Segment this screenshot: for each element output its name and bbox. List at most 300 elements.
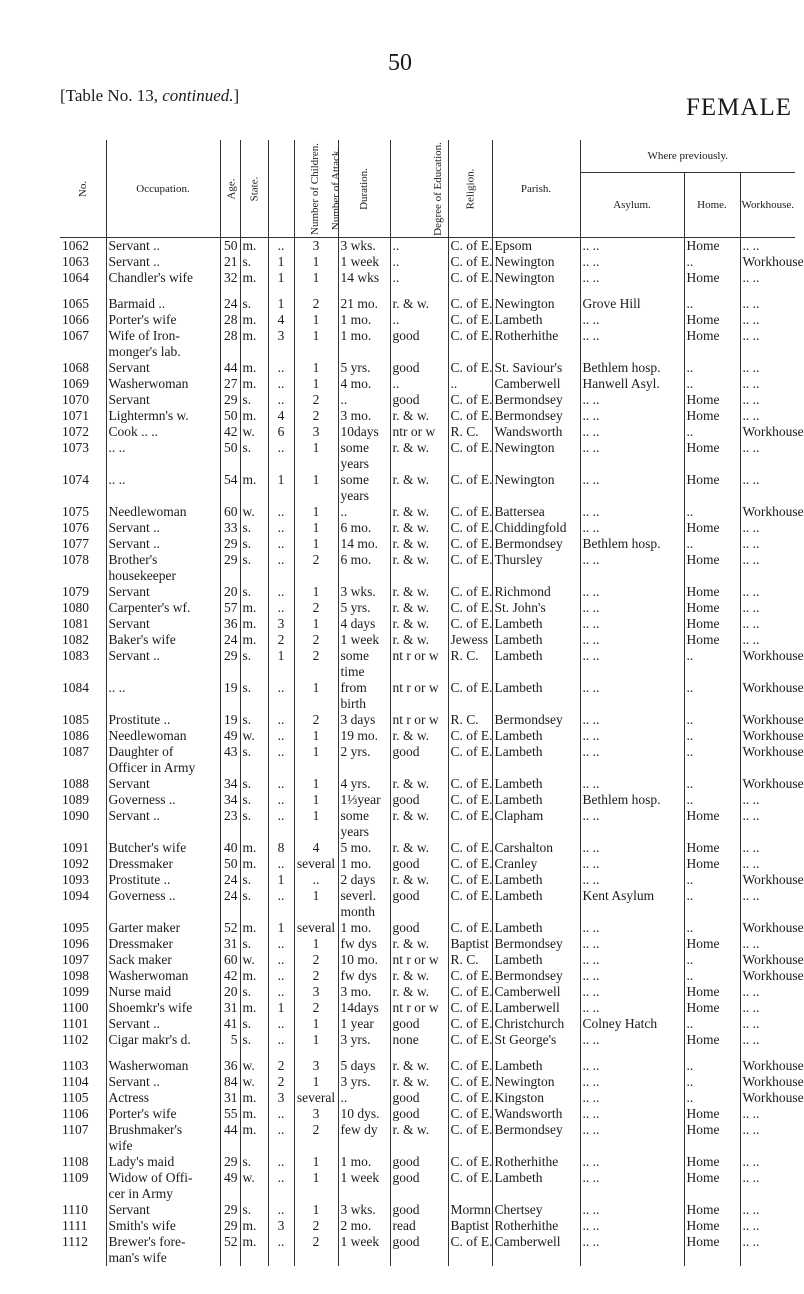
cell-duration: severl. <box>338 888 390 904</box>
cell-duration: 10 mo. <box>338 952 390 968</box>
table-row <box>60 872 795 888</box>
table-row <box>60 1122 795 1138</box>
cell-no: 1068 <box>60 360 106 376</box>
cell-workhouse: .. .. <box>742 408 760 423</box>
cell-attack: 1 <box>294 616 338 632</box>
cell-duration: .. <box>338 504 390 520</box>
cell-religion: C. of E. <box>448 1170 492 1186</box>
cell-home: Home <box>684 520 740 536</box>
cell-education: r. & w. <box>390 1074 448 1090</box>
cell-parish: St George's <box>492 1032 580 1048</box>
cell-state: m. <box>240 840 268 856</box>
cell-duration: 2 mo. <box>338 1218 390 1234</box>
cell-religion: C. of E. <box>448 920 492 936</box>
cell-state <box>240 344 268 360</box>
cell-asylum: Bethlem hosp. <box>580 792 684 808</box>
table-row <box>60 1154 795 1170</box>
cell-asylum: .. .. <box>580 1032 684 1048</box>
cell-religion: Baptist <box>448 936 492 952</box>
cell-parish: Bermondsey <box>492 392 580 408</box>
cell-age: 43 <box>220 744 240 760</box>
cell-religion: C. of E. <box>448 792 492 808</box>
cell-attack <box>294 904 338 920</box>
table-row <box>60 344 795 360</box>
cell-home: Home <box>684 1202 740 1218</box>
cell-children: .. <box>268 856 294 872</box>
cell-education: r. & w. <box>390 1058 448 1074</box>
cell-occupation: Prostitute .. <box>106 872 220 888</box>
cell-duration: 1 mo. <box>338 328 390 344</box>
cell-education: good <box>390 1234 448 1250</box>
cell-children <box>268 664 294 680</box>
cell-attack: 1 <box>294 744 338 760</box>
cell-age <box>220 664 240 680</box>
cell-occupation: Butcher's wife <box>106 840 220 856</box>
spacer-row <box>60 286 795 296</box>
col-header-occupation: Occupation. <box>106 140 220 238</box>
cell-occupation: housekeeper <box>106 568 220 584</box>
cell-workhouse: Workhouse <box>742 424 804 439</box>
cell-occupation: Servant <box>106 616 220 632</box>
cell-occupation: Porter's wife <box>106 312 220 328</box>
cell-education: good <box>390 856 448 872</box>
table-row <box>60 952 795 968</box>
cell-education: good <box>390 792 448 808</box>
cell-attack <box>294 696 338 712</box>
cell-duration: some <box>338 472 390 488</box>
cell-parish: Lambeth <box>492 952 580 968</box>
cell-asylum: .. .. <box>580 504 684 520</box>
cell-age: 32 <box>220 270 240 286</box>
cell-duration: some <box>338 808 390 824</box>
cell-duration: 3 mo. <box>338 984 390 1000</box>
cell-asylum <box>580 664 684 680</box>
cell-parish: Lambeth <box>492 1058 580 1074</box>
cell-occupation: .. .. <box>106 472 220 488</box>
cell-occupation: Needlewoman <box>106 504 220 520</box>
cell-home: Home <box>684 1106 740 1122</box>
cell-home <box>684 488 740 504</box>
cell-occupation: Governess .. <box>106 792 220 808</box>
cell-religion <box>448 760 492 776</box>
cell-parish: Lambeth <box>492 728 580 744</box>
cell-workhouse <box>740 1138 795 1154</box>
cell-duration: 4 days <box>338 616 390 632</box>
cell-children: 4 <box>268 408 294 424</box>
cell-no: 1087 <box>60 744 106 760</box>
cell-attack <box>294 488 338 504</box>
table-row <box>60 520 795 536</box>
cell-occupation: Servant .. <box>106 808 220 824</box>
cell-attack <box>294 1138 338 1154</box>
cell-age: 29 <box>220 536 240 552</box>
cell-asylum: .. .. <box>580 840 684 856</box>
cell-workhouse: .. .. <box>742 856 760 871</box>
cell-asylum: .. .. <box>580 968 684 984</box>
table-row <box>60 856 795 872</box>
cell-religion: C. of E. <box>448 680 492 696</box>
spacer-cell <box>390 286 448 296</box>
cell-no: 1083 <box>60 648 106 664</box>
cell-occupation: Servant <box>106 392 220 408</box>
cell-state: s. <box>240 888 268 904</box>
cell-religion: C. of E. <box>448 328 492 344</box>
cell-children: .. <box>268 600 294 616</box>
cell-age: 42 <box>220 424 240 440</box>
cell-workhouse: .. .. <box>742 584 760 599</box>
cell-children: .. <box>268 1122 294 1138</box>
cell-duration <box>338 1250 390 1266</box>
col-header-religion: Religion. <box>448 140 492 238</box>
cell-workhouse: .. .. <box>742 520 760 535</box>
cell-education: good <box>390 392 448 408</box>
cell-state: s. <box>240 680 268 696</box>
cell-religion: C. of E. <box>448 1106 492 1122</box>
cell-home: .. <box>684 376 740 392</box>
cell-children: 2 <box>268 1074 294 1090</box>
cell-asylum: .. .. <box>580 680 684 696</box>
table-row <box>60 312 795 328</box>
cell-attack: 1 <box>294 1032 338 1048</box>
cell-home <box>684 456 740 472</box>
cell-no <box>60 1250 106 1266</box>
cell-no: 1093 <box>60 872 106 888</box>
cell-asylum: .. .. <box>580 648 684 664</box>
cell-state <box>240 904 268 920</box>
cell-duration: 14 mo. <box>338 536 390 552</box>
cell-home: .. <box>684 968 740 984</box>
cell-parish: Bermondsey <box>492 712 580 728</box>
cell-workhouse: Workhouse <box>742 872 804 887</box>
cell-age <box>220 568 240 584</box>
cell-age <box>220 1250 240 1266</box>
table-row <box>60 648 795 664</box>
table-row <box>60 728 795 744</box>
cell-children: .. <box>268 776 294 792</box>
cell-education: r. & w. <box>390 632 448 648</box>
cell-children: 2 <box>268 1058 294 1074</box>
cell-asylum: .. .. <box>580 440 684 456</box>
cell-education: r. & w. <box>390 520 448 536</box>
cell-workhouse: .. .. <box>742 1032 760 1047</box>
spacer-cell <box>448 1048 492 1058</box>
cell-workhouse: .. .. <box>742 1154 760 1169</box>
cell-attack: 2 <box>294 600 338 616</box>
table-row <box>60 1000 795 1016</box>
col-header-state: State. <box>240 140 268 238</box>
cell-age: 50 <box>220 408 240 424</box>
cell-age: 23 <box>220 808 240 824</box>
cell-children: .. <box>268 728 294 744</box>
cell-religion: C. of E. <box>448 472 492 488</box>
table-row <box>60 936 795 952</box>
cell-asylum: .. .. <box>580 984 684 1000</box>
cell-age: 29 <box>220 552 240 568</box>
cell-parish <box>492 824 580 840</box>
cell-no: 1079 <box>60 584 106 600</box>
cell-attack: 1 <box>294 680 338 696</box>
cell-state: m. <box>240 312 268 328</box>
caption-italic: continued. <box>162 86 234 105</box>
cell-children <box>268 456 294 472</box>
cell-home: .. <box>684 952 740 968</box>
cell-children: .. <box>268 1234 294 1250</box>
cell-attack <box>294 568 338 584</box>
cell-religion <box>448 1186 492 1202</box>
cell-religion: C. of E. <box>448 808 492 824</box>
cell-parish <box>492 1186 580 1202</box>
cell-attack: 1 <box>294 312 338 328</box>
cell-occupation: Widow of Offi- <box>106 1170 220 1186</box>
cell-asylum: .. .. <box>580 1074 684 1090</box>
cell-attack: 2 <box>294 1000 338 1016</box>
cell-parish: Chiddingfold <box>492 520 580 536</box>
cell-asylum: .. .. <box>580 1170 684 1186</box>
cell-children: 6 <box>268 424 294 440</box>
cell-no: 1100 <box>60 1000 106 1016</box>
spacer-cell <box>740 286 795 296</box>
table-row <box>60 1074 795 1090</box>
cell-parish: Camberwell <box>492 984 580 1000</box>
cell-parish <box>492 664 580 680</box>
cell-parish: Christchurch <box>492 1016 580 1032</box>
table-row <box>60 568 795 584</box>
cell-religion: C. of E. <box>448 728 492 744</box>
cell-duration: 5 yrs. <box>338 360 390 376</box>
cell-no: 1073 <box>60 440 106 456</box>
spacer-cell <box>448 286 492 296</box>
cell-age <box>220 1138 240 1154</box>
cell-no: 1090 <box>60 808 106 824</box>
cell-state: s. <box>240 440 268 456</box>
cell-education: r. & w. <box>390 776 448 792</box>
cell-occupation: Lady's maid <box>106 1154 220 1170</box>
cell-children <box>268 824 294 840</box>
cell-occupation: Barmaid .. <box>106 296 220 312</box>
table-row <box>60 328 795 344</box>
cell-state: w. <box>240 424 268 440</box>
cell-attack: 1 <box>294 888 338 904</box>
cell-religion: C. of E. <box>448 520 492 536</box>
cell-attack: 3 <box>294 424 338 440</box>
cell-education: r. & w. <box>390 872 448 888</box>
cell-attack: several <box>294 1090 338 1106</box>
cell-attack: several <box>294 920 338 936</box>
spacer-cell <box>60 1048 106 1058</box>
cell-workhouse: .. .. <box>742 270 760 285</box>
section-label: FEMALE <box>686 94 792 121</box>
table-row <box>60 712 795 728</box>
cell-workhouse: .. .. <box>742 984 760 999</box>
cell-no: 1075 <box>60 504 106 520</box>
census-table <box>60 140 804 1266</box>
cell-parish: Lambeth <box>492 616 580 632</box>
cell-no: 1091 <box>60 840 106 856</box>
cell-duration: some <box>338 648 390 664</box>
caption-suffix: ] <box>233 86 240 105</box>
cell-home: Home <box>684 984 740 1000</box>
cell-no: 1111 <box>60 1218 106 1234</box>
cell-no <box>60 664 106 680</box>
cell-occupation: monger's lab. <box>106 344 220 360</box>
cell-state: s. <box>240 296 268 312</box>
cell-religion: C. of E. <box>448 1032 492 1048</box>
cell-education: r. & w. <box>390 536 448 552</box>
cell-workhouse: .. .. <box>742 1202 760 1217</box>
table-row <box>60 424 795 440</box>
col-header-attack: Number of Attack. <box>294 140 338 238</box>
cell-workhouse: Workhouse <box>742 968 804 983</box>
cell-education: r. & w. <box>390 600 448 616</box>
table-row <box>60 904 795 920</box>
cell-children: .. <box>268 520 294 536</box>
cell-education: good <box>390 1106 448 1122</box>
cell-children <box>268 760 294 776</box>
cell-no: 1112 <box>60 1234 106 1250</box>
cell-state: s. <box>240 712 268 728</box>
cell-education <box>390 696 448 712</box>
cell-duration: 10 dys. <box>338 1106 390 1122</box>
cell-duration: 6 mo. <box>338 520 390 536</box>
spacer-cell <box>106 1048 220 1058</box>
cell-home: .. <box>684 712 740 728</box>
cell-attack: 2 <box>294 552 338 568</box>
cell-parish: Carshalton <box>492 840 580 856</box>
cell-home: Home <box>684 936 740 952</box>
cell-asylum: .. .. <box>580 936 684 952</box>
cell-state: s. <box>240 936 268 952</box>
cell-religion: C. of E. <box>448 968 492 984</box>
cell-education <box>390 760 448 776</box>
cell-occupation: Smith's wife <box>106 1218 220 1234</box>
cell-occupation <box>106 488 220 504</box>
cell-religion: C. of E. <box>448 744 492 760</box>
cell-duration: few dy <box>338 1122 390 1138</box>
cell-no: 1104 <box>60 1074 106 1090</box>
cell-parish: Chertsey <box>492 1202 580 1218</box>
cell-state: s. <box>240 872 268 888</box>
cell-children: 1 <box>268 920 294 936</box>
cell-education: read <box>390 1218 448 1234</box>
cell-occupation: Dressmaker <box>106 856 220 872</box>
cell-home: Home <box>684 1000 740 1016</box>
cell-religion: C. of E. <box>448 408 492 424</box>
table-row <box>60 1032 795 1048</box>
cell-no: 1085 <box>60 712 106 728</box>
cell-asylum: .. .. <box>580 776 684 792</box>
cell-asylum: .. .. <box>580 1090 684 1106</box>
cell-age: 50 <box>220 238 240 255</box>
cell-workhouse: Workhouse <box>742 1074 804 1089</box>
cell-workhouse: Workhouse <box>742 1090 804 1105</box>
cell-religion: C. of E. <box>448 1074 492 1090</box>
cell-no: 1108 <box>60 1154 106 1170</box>
cell-asylum: .. .. <box>580 856 684 872</box>
cell-age: 52 <box>220 920 240 936</box>
cell-asylum: .. .. <box>580 600 684 616</box>
cell-no <box>60 904 106 920</box>
cell-occupation: Servant .. <box>106 520 220 536</box>
cell-attack: 1 <box>294 776 338 792</box>
cell-parish: Bermondsey <box>492 408 580 424</box>
cell-duration: month <box>338 904 390 920</box>
cell-children: .. <box>268 360 294 376</box>
cell-children: 1 <box>268 254 294 270</box>
cell-workhouse: .. .. <box>742 1106 760 1121</box>
spacer-cell <box>220 1048 240 1058</box>
cell-age <box>220 904 240 920</box>
cell-workhouse: .. .. <box>742 376 760 391</box>
cell-no: 1109 <box>60 1170 106 1186</box>
cell-home: Home <box>684 328 740 344</box>
cell-children: .. <box>268 440 294 456</box>
cell-home: Home <box>684 552 740 568</box>
cell-asylum: .. .. <box>580 632 684 648</box>
cell-state: m. <box>240 856 268 872</box>
cell-state: m. <box>240 328 268 344</box>
cell-asylum: .. .. <box>580 312 684 328</box>
cell-attack: 3 <box>294 238 338 255</box>
cell-occupation: Servant .. <box>106 1074 220 1090</box>
cell-asylum: Colney Hatch <box>580 1016 684 1032</box>
cell-religion: .. <box>448 376 492 392</box>
cell-age: 20 <box>220 584 240 600</box>
cell-religion: C. of E. <box>448 536 492 552</box>
cell-state: s. <box>240 1032 268 1048</box>
cell-workhouse: .. .. <box>742 360 760 375</box>
cell-state <box>240 1138 268 1154</box>
cell-religion: C. of E. <box>448 360 492 376</box>
col-header-workhouse: Workhouse. <box>740 173 795 238</box>
cell-home: .. <box>684 1016 740 1032</box>
table-row <box>60 744 795 760</box>
cell-no <box>60 760 106 776</box>
cell-duration: birth <box>338 696 390 712</box>
cell-duration: 21 mo. <box>338 296 390 312</box>
cell-occupation: Carpenter's wf. <box>106 600 220 616</box>
cell-workhouse: .. .. <box>742 888 760 903</box>
cell-age: 36 <box>220 1058 240 1074</box>
cell-home: .. <box>684 1074 740 1090</box>
cell-attack <box>294 1250 338 1266</box>
cell-attack: 2 <box>294 1218 338 1234</box>
cell-home: .. <box>684 744 740 760</box>
cell-occupation: Servant .. <box>106 1016 220 1032</box>
cell-asylum: Bethlem hosp. <box>580 536 684 552</box>
cell-education: r. & w. <box>390 1122 448 1138</box>
cell-education: r. & w. <box>390 616 448 632</box>
cell-workhouse: .. .. <box>742 472 760 487</box>
cell-no <box>60 456 106 472</box>
table-row <box>60 920 795 936</box>
cell-home: Home <box>684 840 740 856</box>
cell-religion: C. of E. <box>448 504 492 520</box>
cell-children: 1 <box>268 1000 294 1016</box>
cell-no <box>60 568 106 584</box>
cell-state: m. <box>240 616 268 632</box>
cell-education: none <box>390 1032 448 1048</box>
spacer-cell <box>268 286 294 296</box>
cell-occupation: Servant <box>106 584 220 600</box>
cell-workhouse: Workhouse <box>742 712 804 727</box>
cell-no: 1081 <box>60 616 106 632</box>
cell-home <box>684 1250 740 1266</box>
cell-religion: C. of E. <box>448 1000 492 1016</box>
cell-parish: Clapham <box>492 808 580 824</box>
cell-religion: C. of E. <box>448 856 492 872</box>
cell-attack: 1 <box>294 1074 338 1090</box>
cell-duration: 14days <box>338 1000 390 1016</box>
